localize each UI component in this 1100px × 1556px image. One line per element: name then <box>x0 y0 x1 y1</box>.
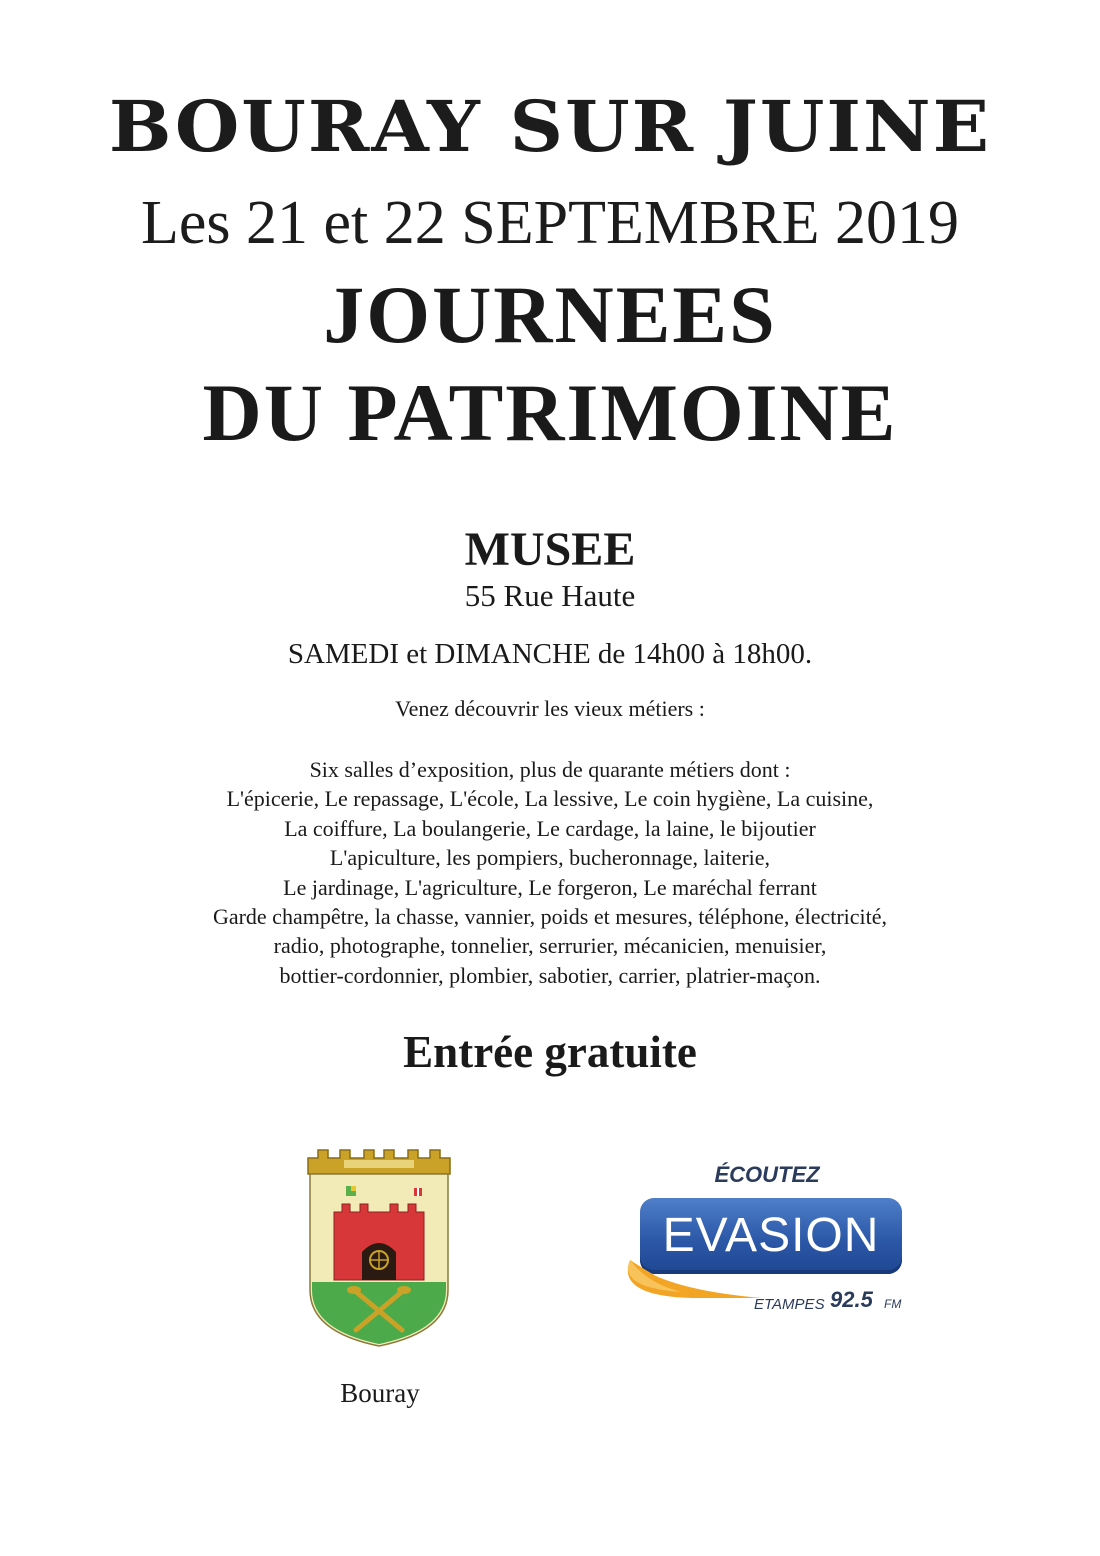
opening-hours: SAMEDI et DIMANCHE de 14h00 à 18h00. <box>287 638 813 670</box>
venue-address: 55 Rue Haute <box>464 578 636 613</box>
event-title-line1: JOURNEES <box>323 269 777 360</box>
intro-text: Venez découvrir les vieux métiers : <box>395 696 705 721</box>
crest-caption: Bouray <box>340 1378 420 1408</box>
radio-band: FM <box>884 1297 902 1311</box>
coat-of-arms-icon <box>304 1148 454 1348</box>
radio-city: ETAMPES <box>754 1296 825 1313</box>
trades-line: L'épicerie, Le repassage, L'école, La lessive, Le coin hygiène, La cuisine, <box>226 786 874 812</box>
trades-line: Garde champêtre, la chasse, vannier, poids et mesures, téléphone, électricité, <box>212 904 888 930</box>
venue-name: MUSEE <box>464 523 636 576</box>
radio-name: EVASION <box>662 1209 880 1262</box>
trades-list <box>0 755 1100 990</box>
town-heading: BOURAY SUR JUINE <box>108 86 992 168</box>
trades-line: L'apiculture, les pompiers, bucheronnage, laiterie, <box>329 845 771 871</box>
trades-line: radio, photographe, tonnelier, serrurier, mécanicien, menuisier, <box>273 933 827 959</box>
event-title-line2: DU PATRIMOINE <box>202 367 898 458</box>
trades-line: Le jardinage, L'agriculture, Le forgeron, Le maréchal ferrant <box>283 874 817 900</box>
event-dates: Les 21 et 22 SEPTEMBRE 2019 <box>140 189 960 257</box>
radio-frequency: 92.5 <box>830 1287 873 1312</box>
trades-line: Six salles d’exposition, plus de quarante métiers dont : <box>309 757 791 782</box>
trades-line: bottier-cordonnier, plombier, sabotier, carrier, platrier-maçon. <box>279 962 821 988</box>
trades-line: La coiffure, La boulangerie, Le cardage, la laine, le bijoutier <box>284 815 816 841</box>
radio-tagline: ÉCOUTEZ <box>714 1162 820 1187</box>
radio-logo <box>622 1158 912 1328</box>
admission-text: Entrée gratuite <box>403 1027 697 1077</box>
